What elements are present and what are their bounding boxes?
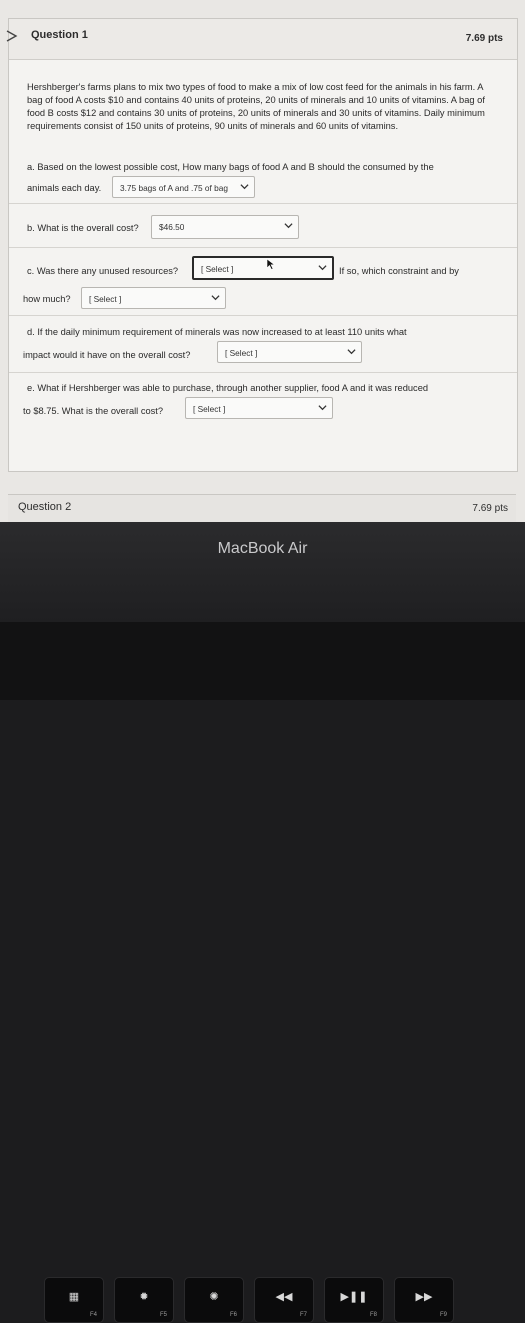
key-label: F5 bbox=[159, 1312, 167, 1318]
key-f6[interactable] bbox=[184, 1277, 244, 1323]
part-c-label: c. Was there any unused resources? bbox=[27, 266, 179, 276]
brightness-down-icon: ✹ bbox=[139, 1291, 149, 1303]
part-d-line1: d. If the daily minimum requirement of minerals was now increased to at least 110 units what bbox=[27, 327, 407, 337]
fast-forward-icon: ▶▶ bbox=[415, 1291, 433, 1303]
divider bbox=[9, 247, 517, 248]
question-2-title: Question 2 bbox=[18, 501, 72, 513]
part-c-select-value: [ Select ] bbox=[201, 264, 234, 274]
chevron-down-icon bbox=[318, 263, 327, 272]
arrow-right-icon bbox=[5, 29, 19, 43]
chevron-down-icon bbox=[284, 221, 293, 230]
part-a-select-value: 3.75 bags of A and .75 of bag bbox=[120, 183, 228, 193]
play-pause-icon: ▶❚❚ bbox=[340, 1291, 368, 1303]
key-label: F7 bbox=[299, 1312, 307, 1318]
divider bbox=[9, 203, 517, 204]
chevron-down-icon bbox=[318, 403, 327, 412]
part-c-select[interactable] bbox=[192, 256, 334, 280]
rewind-icon: ◀◀ bbox=[275, 1291, 293, 1303]
key-f8[interactable] bbox=[324, 1277, 384, 1323]
chevron-down-icon bbox=[240, 182, 249, 191]
device-brand: MacBook Air bbox=[217, 540, 308, 557]
key-f9[interactable] bbox=[394, 1277, 454, 1323]
keyboard-function-row bbox=[0, 622, 525, 1318]
key-label: F8 bbox=[369, 1312, 377, 1318]
key-f5[interactable] bbox=[114, 1277, 174, 1323]
question-1-card bbox=[8, 18, 518, 472]
chevron-down-icon bbox=[347, 347, 356, 356]
part-c-followup: If so, which constraint and by bbox=[339, 266, 459, 276]
key-label: F6 bbox=[229, 1312, 237, 1318]
part-e-select[interactable] bbox=[185, 397, 333, 419]
part-b-select[interactable] bbox=[151, 215, 299, 239]
part-e-line2: to $8.75. What is the overall cost? bbox=[23, 406, 164, 416]
part-d-select[interactable] bbox=[217, 341, 362, 363]
part-a-line1: a. Based on the lowest possible cost, How many bags of food A and B should the consumed by the bbox=[27, 162, 434, 172]
mouse-cursor-icon bbox=[266, 258, 276, 270]
part-c-select-2[interactable] bbox=[81, 287, 226, 309]
laptop-bezel bbox=[0, 522, 525, 622]
part-a-select[interactable] bbox=[112, 176, 255, 198]
part-e-line1: e. What if Hershberger was able to purchase, through another supplier, food A and it was reduced bbox=[27, 383, 429, 393]
key-label: F4 bbox=[89, 1312, 97, 1318]
question-2-header bbox=[8, 494, 516, 522]
question-1-points: 7.69 pts bbox=[465, 33, 503, 44]
question-1-header bbox=[9, 19, 517, 60]
brightness-up-icon: ✺ bbox=[209, 1291, 219, 1303]
part-d-line2: impact would it have on the overall cost? bbox=[23, 350, 191, 360]
part-a-line2: animals each day. bbox=[27, 183, 102, 193]
key-f7[interactable] bbox=[254, 1277, 314, 1323]
question-1-title: Question 1 bbox=[31, 29, 88, 41]
screen bbox=[0, 0, 525, 522]
key-f4[interactable] bbox=[44, 1277, 104, 1323]
part-b-select-value: $46.50 bbox=[159, 222, 185, 232]
divider bbox=[9, 315, 517, 316]
key-label: F9 bbox=[439, 1312, 447, 1318]
part-e-select-value: [ Select ] bbox=[193, 404, 226, 414]
problem-statement: Hershberger's farms plans to mix two types of food to make a mix of low cost feed for the animals in his farm. A bag of food A costs $10 and contains 40 units of proteins, 20 units of minerals and 10 units of vitamins. A bag of food B costs $12 and contains 30 units of proteins, 20 units of minerals and 30 units of vitamins. Daily minimum requirements consist of 150 units of proteins, 90 units of minerals and 60 units of vitamins. bbox=[27, 82, 485, 131]
part-d-select-value: [ Select ] bbox=[225, 348, 258, 358]
divider bbox=[9, 372, 517, 373]
mission-control-icon: ▦ bbox=[68, 1291, 80, 1303]
question-2-points: 7.69 pts bbox=[472, 503, 508, 514]
part-b-label: b. What is the overall cost? bbox=[27, 223, 139, 233]
part-c-select-2-value: [ Select ] bbox=[89, 294, 122, 304]
part-c-line2: how much? bbox=[23, 294, 71, 304]
chevron-down-icon bbox=[211, 293, 220, 302]
